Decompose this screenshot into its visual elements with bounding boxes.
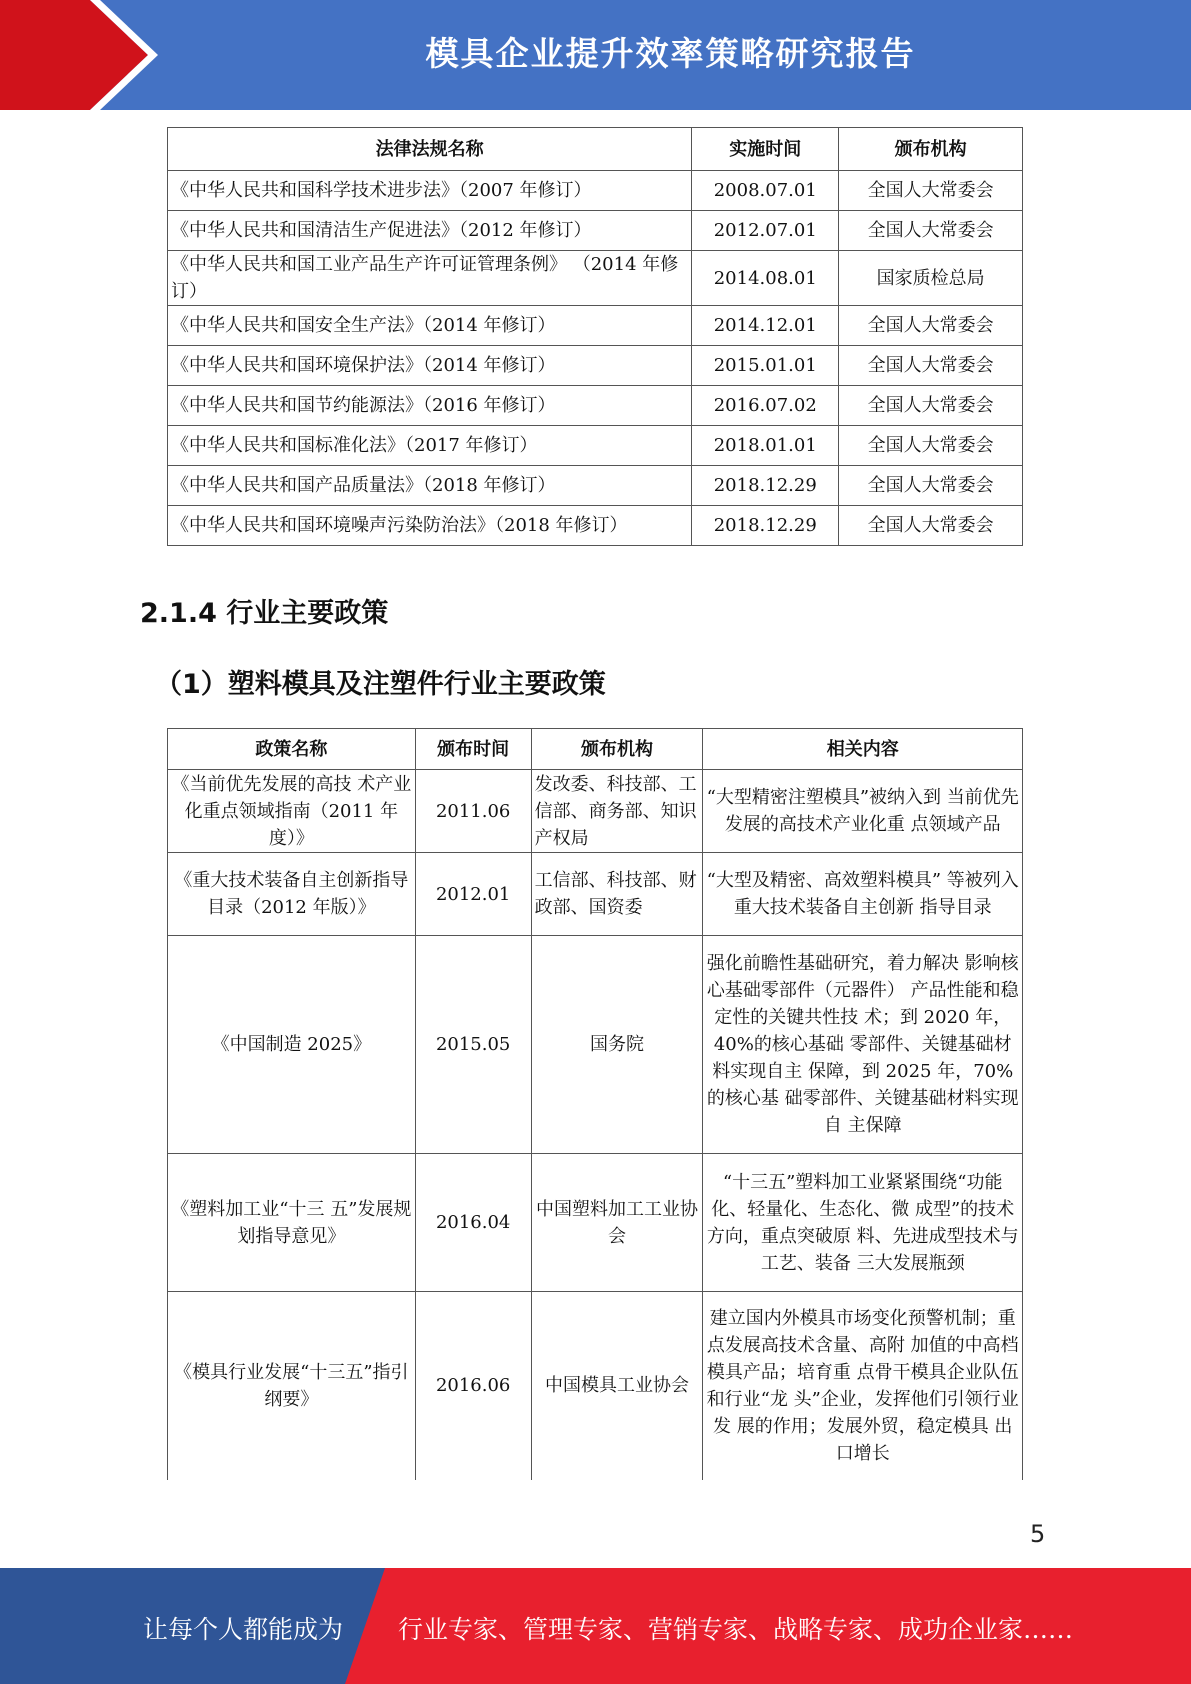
issuing-authority: 全国人大常委会 (839, 171, 1023, 211)
policy-name: 《中国制造 2025》 (168, 936, 416, 1154)
table-row (168, 386, 1023, 426)
table-row (168, 251, 1023, 306)
policy-content: “大型及精密、高效塑料模具” 等被列入重大技术装备自主创新 指导目录 (703, 853, 1023, 936)
policy-content: 建立国内外模具市场变化预警机制；重点发展高技术含量、高附 加值的中高档模具产品；培育重 点骨干模具企业队伍和行业“龙 头”企业，发挥他们引领行业发 展的作用；发展外贸，稳定模具 出口增长 (703, 1292, 1023, 1480)
law-name: 《中华人民共和国节约能源法》（2016 年修订） (168, 386, 692, 426)
policy-content: “大型精密注塑模具”被纳入到 当前优先发展的高技术产业化重 点领域产品 (703, 770, 1023, 853)
issue-date: 2012.01 (415, 853, 531, 936)
policy-name: 《塑料加工业“十三 五”发展规划指导意见》 (168, 1154, 416, 1292)
law-name: 《中华人民共和国标准化法》（2017 年修订） (168, 426, 692, 466)
issuing-authority: 全国人大常委会 (839, 346, 1023, 386)
footer-slogan-lead: 让每个人都能成为 (143, 1615, 344, 1644)
report-title: 模具企业提升效率策略研究报告 (425, 34, 916, 73)
law-table (167, 127, 1023, 546)
table-row (168, 853, 1023, 936)
table-header-row (168, 128, 1023, 171)
table-row (168, 211, 1023, 251)
column-header: 法律法规名称 (168, 128, 692, 171)
page-footer (0, 1568, 1191, 1684)
issuing-bodies: 国务院 (531, 936, 703, 1154)
law-name: 《中华人民共和国工业产品生产许可证管理条例》 （2014 年修订） (168, 251, 692, 306)
table-row (168, 506, 1023, 546)
issuing-authority: 全国人大常委会 (839, 466, 1023, 506)
policy-name: 《当前优先发展的高技 术产业化重点领域指南（2011 年度）》 (168, 770, 416, 853)
issuing-authority: 全国人大常委会 (839, 386, 1023, 426)
column-header: 实施时间 (692, 128, 839, 171)
issue-date: 2015.05 (415, 936, 531, 1154)
effective-date: 2018.12.29 (692, 466, 839, 506)
law-name: 《中华人民共和国清洁生产促进法》（2012 年修订） (168, 211, 692, 251)
column-header: 相关内容 (703, 729, 1023, 770)
law-name: 《中华人民共和国安全生产法》（2014 年修订） (168, 306, 692, 346)
table-header-row (168, 729, 1023, 770)
subsection-heading: （1）塑料模具及注塑件行业主要政策 (155, 669, 606, 700)
table-row (168, 306, 1023, 346)
policy-content: 强化前瞻性基础研究，着力解决 影响核心基础零部件（元器件） 产品性能和稳定性的关键共性技 术；到 2020 年，40%的核心基础 零部件、关键基础材料实现自主 保障，到 2025 年，70%的核心基 础零部件、关键基础材料实现自 主保障 (703, 936, 1023, 1154)
issue-date: 2016.06 (415, 1292, 531, 1480)
table-row (168, 770, 1023, 853)
issuing-bodies: 中国模具工业协会 (531, 1292, 703, 1480)
table-row (168, 1154, 1023, 1292)
law-name: 《中华人民共和国科学技术进步法》（2007 年修订） (168, 171, 692, 211)
column-header: 政策名称 (168, 729, 416, 770)
table-row (168, 171, 1023, 211)
issuing-bodies: 中国塑料加工工业协会 (531, 1154, 703, 1292)
column-header: 颁布时间 (415, 729, 531, 770)
policy-name: 《重大技术装备自主创新指导目录（2012 年版）》 (168, 853, 416, 936)
table-row (168, 426, 1023, 466)
effective-date: 2008.07.01 (692, 171, 839, 211)
effective-date: 2012.07.01 (692, 211, 839, 251)
effective-date: 2018.12.29 (692, 506, 839, 546)
table-row (168, 346, 1023, 386)
issuing-authority: 全国人大常委会 (839, 211, 1023, 251)
issuing-authority: 全国人大常委会 (839, 506, 1023, 546)
law-name: 《中华人民共和国产品质量法》（2018 年修订） (168, 466, 692, 506)
policy-name: 《模具行业发展“十三五”指引纲要》 (168, 1292, 416, 1480)
effective-date: 2018.01.01 (692, 426, 839, 466)
issue-date: 2011.06 (415, 770, 531, 853)
issue-date: 2016.04 (415, 1154, 531, 1292)
issuing-authority: 全国人大常委会 (839, 426, 1023, 466)
page-header (0, 0, 1191, 110)
footer-slogan-roles: 行业专家、管理专家、营销专家、战略专家、成功企业家…… (398, 1615, 1074, 1644)
section-heading: 2.1.4 行业主要政策 (140, 598, 389, 629)
law-name: 《中华人民共和国环境保护法》（2014 年修订） (168, 346, 692, 386)
effective-date: 2014.12.01 (692, 306, 839, 346)
issuing-authority: 国家质检总局 (839, 251, 1023, 306)
issuing-authority: 全国人大常委会 (839, 306, 1023, 346)
page-number: 5 (1030, 1520, 1046, 1548)
policy-content: “十三五”塑料加工业紧紧围绕“功能化、轻量化、生态化、微 成型”的技术方向，重点突破原 料、先进成型技术与工艺、装备 三大发展瓶颈 (703, 1154, 1023, 1292)
table-row (168, 466, 1023, 506)
table-row (168, 1292, 1023, 1480)
law-name: 《中华人民共和国环境噪声污染防治法》（2018 年修订） (168, 506, 692, 546)
column-header: 颁布机构 (839, 128, 1023, 171)
table-row (168, 936, 1023, 1154)
effective-date: 2016.07.02 (692, 386, 839, 426)
policy-table (167, 728, 1023, 1480)
issuing-bodies: 工信部、科技部、财政部、国资委 (531, 853, 703, 936)
column-header: 颁布机构 (531, 729, 703, 770)
issuing-bodies: 发改委、科技部、工信部、商务部、知识产权局 (531, 770, 703, 853)
effective-date: 2015.01.01 (692, 346, 839, 386)
effective-date: 2014.08.01 (692, 251, 839, 306)
